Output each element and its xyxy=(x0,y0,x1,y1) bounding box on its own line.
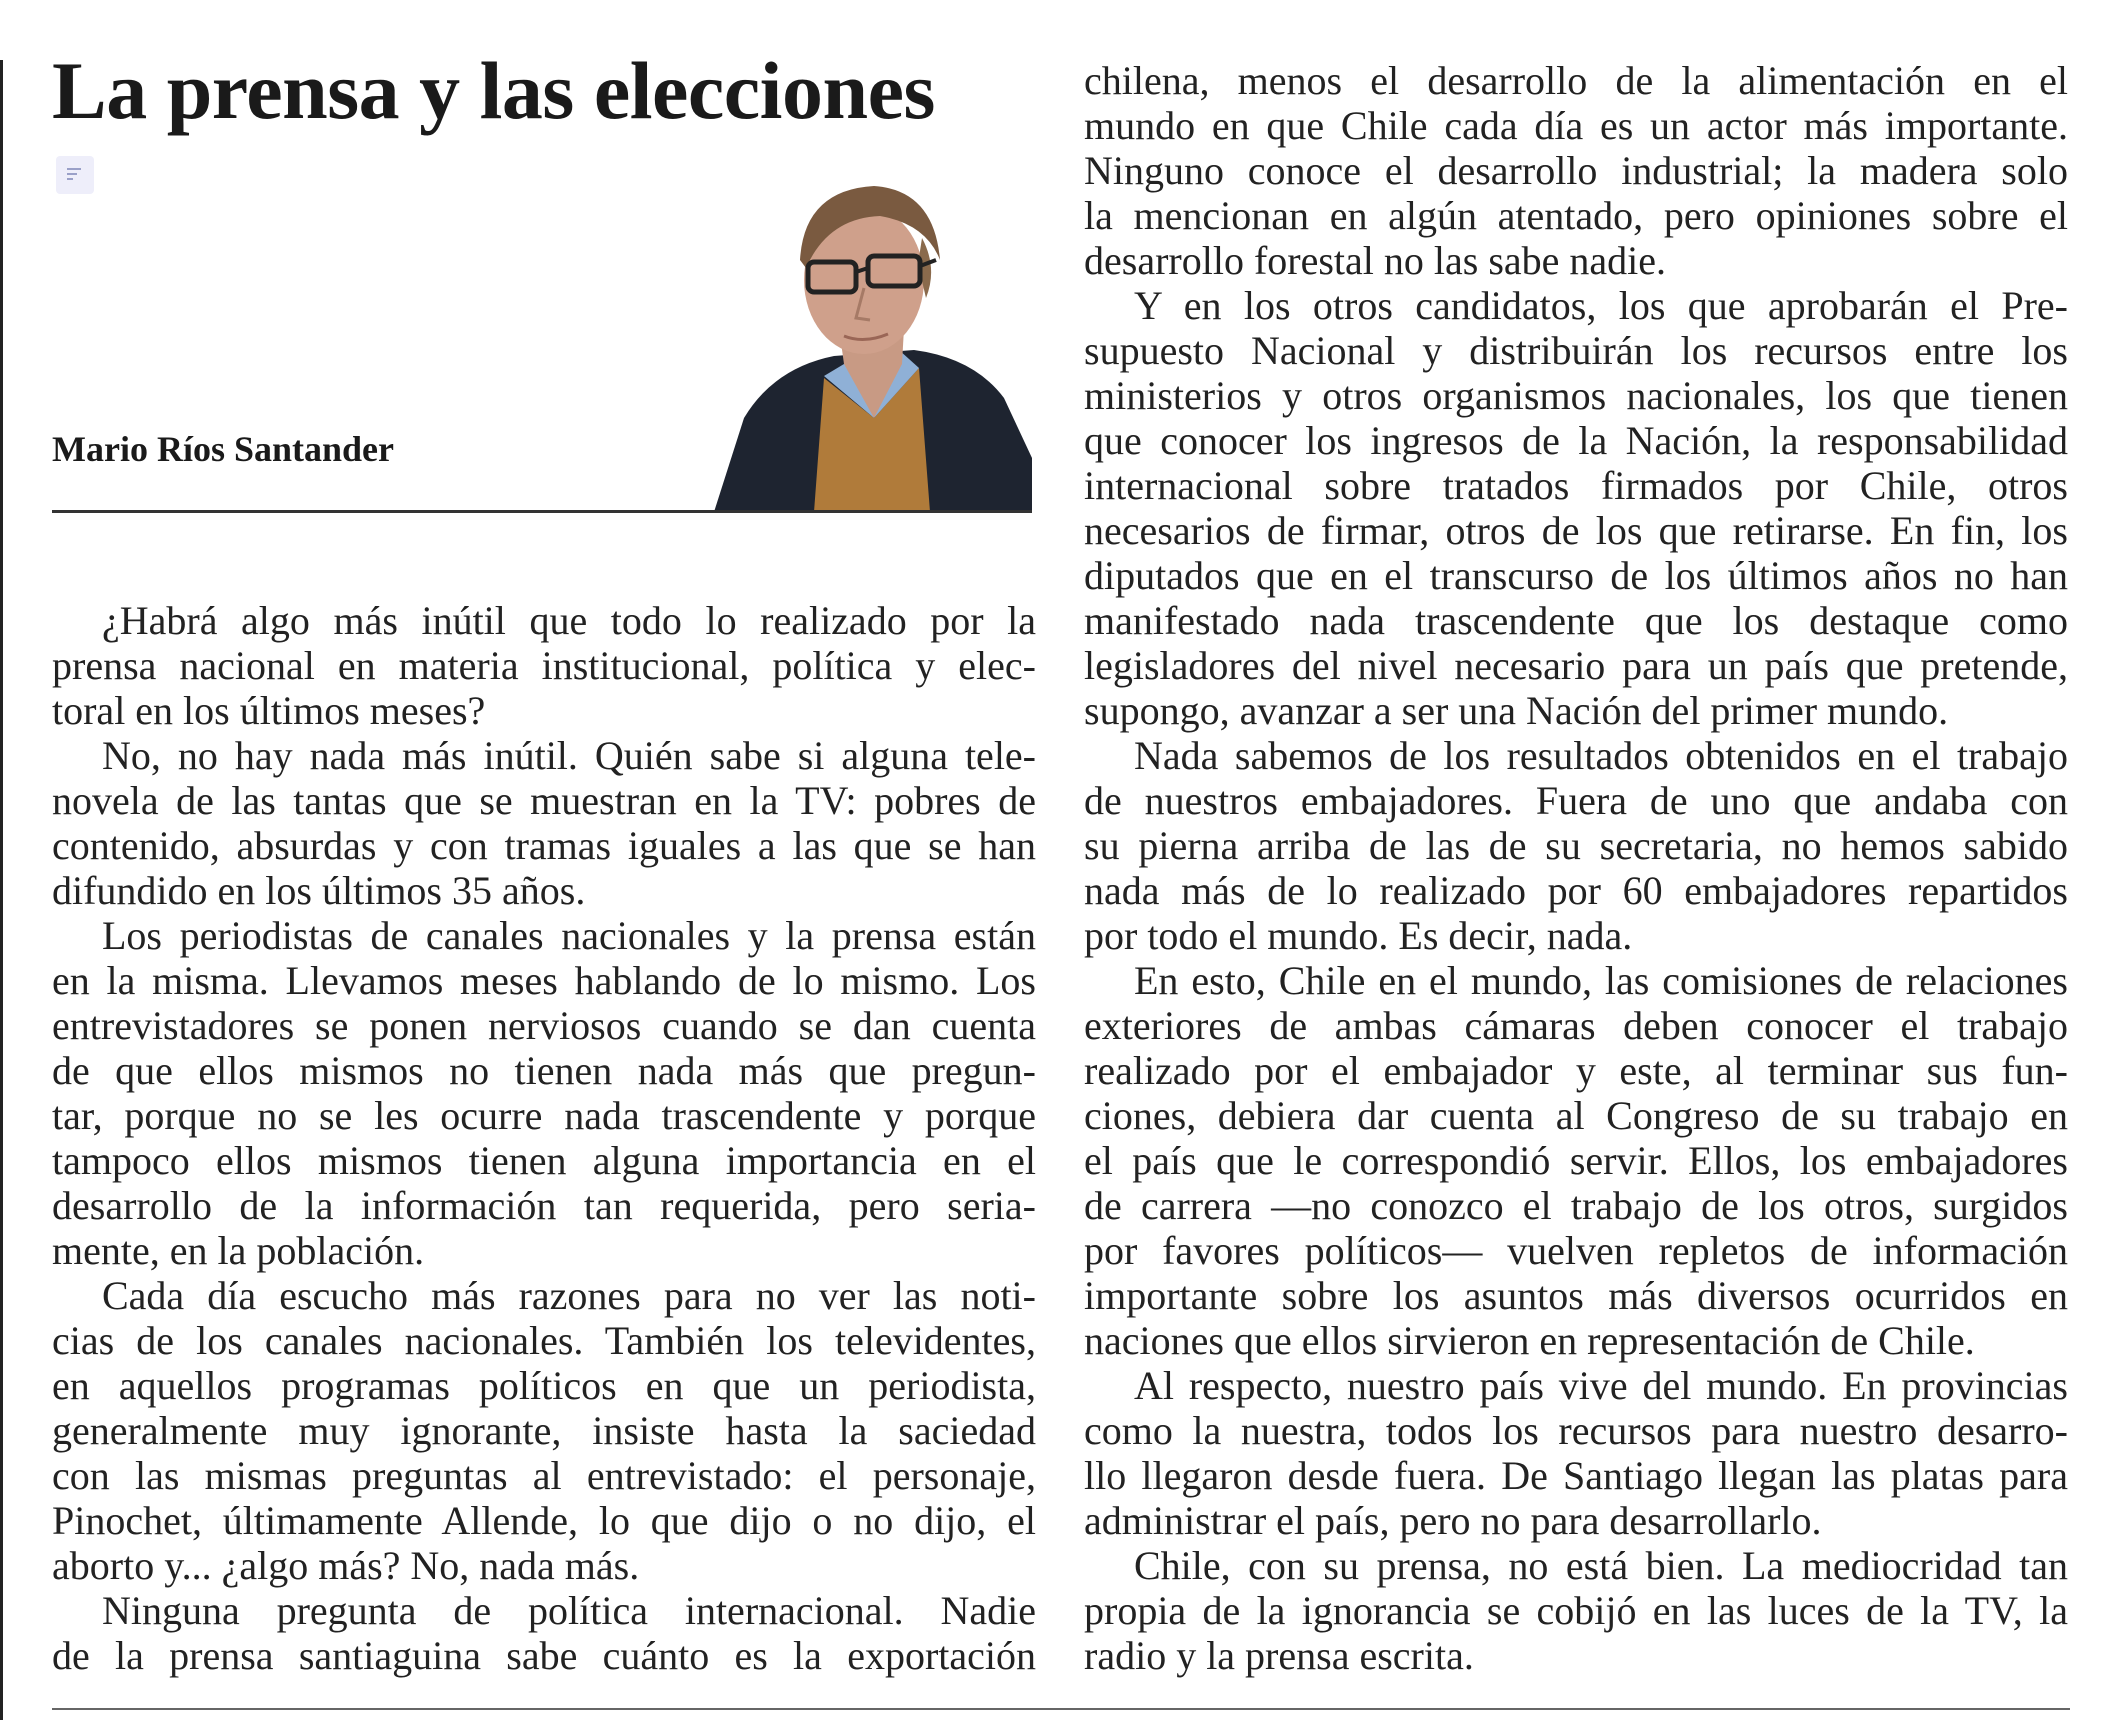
body-text-line: importante sobre los asuntos más diversos ocurridos en xyxy=(1084,1273,2068,1318)
body-text-line: que conocer los ingresos de la Nación, la responsabilidad xyxy=(1084,418,2068,463)
note-lines-icon[interactable] xyxy=(56,156,94,194)
body-text-line: prensa nacional en materia institucional, política y elec- xyxy=(52,643,1036,688)
body-text-line: manifestado nada trascendente que los destaque como xyxy=(1084,598,2068,643)
body-text-line: Nada sabemos de los resultados obtenidos en el trabajo xyxy=(1134,733,2068,778)
body-text-line: de carrera —no conozco el trabajo de los otros, surgidos xyxy=(1084,1183,2068,1228)
body-text-line: Chile, con su prensa, no está bien. La mediocridad tan xyxy=(1134,1543,2068,1588)
article-column-left xyxy=(52,598,1036,1678)
author-portrait xyxy=(704,168,1032,512)
body-text-line: el país que le correspondió servir. Ellos, los embajadores xyxy=(1084,1138,2068,1183)
body-text-line: desarrollo de la información tan requerida, pero seria- xyxy=(52,1183,1036,1228)
body-text-line: No, no hay nada más inútil. Quién sabe si alguna tele- xyxy=(102,733,1036,778)
byline-divider xyxy=(52,510,1032,513)
body-text-line: Ninguno conoce el desarrollo industrial; la madera solo xyxy=(1084,148,2068,193)
body-text-line: supuesto Nacional y distribuirán los recursos entre los xyxy=(1084,328,2068,373)
body-text-line: ministerios y otros organismos nacionales, los que tienen xyxy=(1084,373,2068,418)
body-text-line: internacional sobre tratados firmados por Chile, otros xyxy=(1084,463,2068,508)
body-text-line: Los periodistas de canales nacionales y la prensa están xyxy=(102,913,1036,958)
body-text-line: llo llegaron desde fuera. De Santiago llegan las platas para xyxy=(1084,1453,2068,1498)
body-text-line: necesarios de firmar, otros de los que retirarse. En fin, los xyxy=(1084,508,2068,553)
body-text-line: de nuestros embajadores. Fuera de uno que andaba con xyxy=(1084,778,2068,823)
body-text-line: Pinochet, últimamente Allende, lo que dijo o no dijo, el xyxy=(52,1498,1036,1543)
body-text-line: la mencionan en algún atentado, pero opiniones sobre el xyxy=(1084,193,2068,238)
body-text-line: tar, porque no se les ocurre nada trascendente y porque xyxy=(52,1093,1036,1138)
body-text-line: por favores políticos— vuelven repletos de información xyxy=(1084,1228,2068,1273)
body-text-line: exteriores de ambas cámaras deben conocer el trabajo xyxy=(1084,1003,2068,1048)
body-text-line: administrar el país, pero no para desarrollarlo. xyxy=(1084,1498,1822,1543)
body-text-line: Ninguna pregunta de política internacional. Nadie xyxy=(102,1588,1036,1633)
body-text-line: ciones, debiera dar cuenta al Congreso de su trabajo en xyxy=(1084,1093,2068,1138)
body-text-line: chilena, menos el desarrollo de la alimentación en el xyxy=(1084,58,2068,103)
body-text-line: entrevistadores se ponen nerviosos cuando se dan cuenta xyxy=(52,1003,1036,1048)
body-text-line: En esto, Chile en el mundo, las comisiones de relaciones xyxy=(1134,958,2068,1003)
body-text-line: con las mismas preguntas al entrevistado: el personaje, xyxy=(52,1453,1036,1498)
body-text-line: ¿Habrá algo más inútil que todo lo realizado por la xyxy=(102,598,1036,643)
body-text-line: Cada día escucho más razones para no ver las noti- xyxy=(102,1273,1036,1318)
body-text-line: radio y la prensa escrita. xyxy=(1084,1633,1474,1678)
body-text-line: en la misma. Llevamos meses hablando de lo mismo. Los xyxy=(52,958,1036,1003)
body-text-line: en aquellos programas políticos en que un periodista, xyxy=(52,1363,1036,1408)
body-text-line: tampoco ellos mismos tienen alguna importancia en el xyxy=(52,1138,1036,1183)
body-text-line: como la nuestra, todos los recursos para nuestro desarro- xyxy=(1084,1408,2068,1453)
body-text-line: cias de los canales nacionales. También los televidentes, xyxy=(52,1318,1036,1363)
body-text-line: novela de las tantas que se muestran en la TV: pobres de xyxy=(52,778,1036,823)
body-text-line: difundido en los últimos 35 años. xyxy=(52,868,586,913)
body-text-line: nada más de lo realizado por 60 embajadores repartidos xyxy=(1084,868,2068,913)
body-text-line: naciones que ellos sirvieron en representación de Chile. xyxy=(1084,1318,1975,1363)
body-text-line: propia de la ignorancia se cobijó en las luces de la TV, la xyxy=(1084,1588,2068,1633)
body-text-line: legisladores del nivel necesario para un país que pretende, xyxy=(1084,643,2068,688)
article-title: La prensa y las elecciones xyxy=(52,45,935,136)
body-text-line: generalmente muy ignorante, insiste hasta la saciedad xyxy=(52,1408,1036,1453)
body-text-line: diputados que en el transcurso de los últimos años no han xyxy=(1084,553,2068,598)
body-text-line: mundo en que Chile cada día es un actor más importante. xyxy=(1084,103,2068,148)
page-bottom-divider xyxy=(52,1708,2070,1710)
body-text-line: de la prensa santiaguina sabe cuánto es la exportación xyxy=(52,1633,1036,1678)
body-text-line: Y en los otros candidatos, los que aprobarán el Pre- xyxy=(1134,283,2068,328)
author-byline: Mario Ríos Santander xyxy=(52,429,394,469)
body-text-line: desarrollo forestal no las sabe nadie. xyxy=(1084,238,1667,283)
body-text-line: supongo, avanzar a ser una Nación del primer mundo. xyxy=(1084,688,1949,733)
article-column-right xyxy=(1084,58,2068,1678)
body-text-line: aborto y... ¿algo más? No, nada más. xyxy=(52,1543,640,1588)
page-left-border xyxy=(0,60,3,1720)
body-text-line: Al respecto, nuestro país vive del mundo. En provincias xyxy=(1134,1363,2068,1408)
body-text-line: su pierna arriba de las de su secretaria, no hemos sabido xyxy=(1084,823,2068,868)
body-text-line: realizado por el embajador y este, al terminar sus fun- xyxy=(1084,1048,2068,1093)
body-text-line: mente, en la población. xyxy=(52,1228,425,1273)
body-text-line: toral en los últimos meses? xyxy=(52,688,486,733)
body-text-line: por todo el mundo. Es decir, nada. xyxy=(1084,913,1633,958)
body-text-line: contenido, absurdas y con tramas iguales a las que se han xyxy=(52,823,1036,868)
body-text-line: de que ellos mismos no tienen nada más que pregun- xyxy=(52,1048,1036,1093)
